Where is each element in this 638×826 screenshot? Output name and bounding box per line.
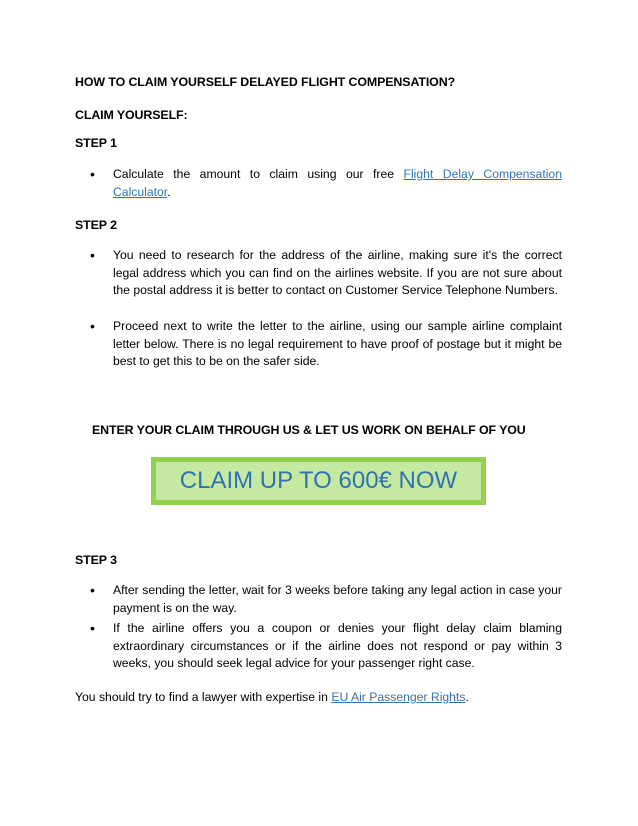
list-item [90, 582, 562, 618]
bullet-icon: • [90, 247, 95, 263]
step1-heading: STEP 1 [75, 136, 117, 150]
eu-air-passenger-rights-link[interactable]: EU Air Passenger Rights [331, 690, 466, 704]
step1-bullet-text [113, 166, 562, 201]
step3-bullet-2: If the airline offers you a coupon or denies your flight delay claim blaming extraordinary circumstances or if the airline does not respond or pay within 3 weeks, you should seek legal advice for your passenger right case. [113, 621, 562, 670]
step3-heading: STEP 3 [75, 553, 117, 567]
footer-paragraph [75, 689, 565, 707]
bullet-text: Calculate the amount to claim using our free [113, 167, 404, 181]
bullet-icon: • [90, 166, 95, 182]
claim-button[interactable] [151, 457, 486, 505]
claim-button-fill [156, 462, 481, 500]
claim-button-label: CLAIM UP TO 600€ NOW [179, 467, 458, 494]
list-item [90, 247, 562, 317]
list-item [90, 166, 562, 202]
step2-bullet-1: You need to research for the address of the airline, making sure it's the correct legal address which you can find on the airlines website. If you are not sure about the postal address it is better to contact on Customer Service Telephone Numbers. [113, 248, 562, 297]
cta-heading: ENTER YOUR CLAIM THROUGH US & LET US WORK ON BEHALF OF YOU [92, 423, 526, 437]
page-title: HOW TO CLAIM YOURSELF DELAYED FLIGHT COMPENSATION? [75, 75, 456, 89]
step3-bullet-1: After sending the letter, wait for 3 weeks before taking any legal action in case your payment is on the way. [113, 583, 562, 615]
list-item [90, 620, 562, 673]
section-subtitle: CLAIM YOURSELF: [75, 108, 188, 122]
bullet-icon: • [90, 318, 95, 334]
step2-heading: STEP 2 [75, 218, 117, 232]
step2-bullet-2: Proceed next to write the letter to the airline, using our sample airline complaint letter below. There is no legal requirement to have proof of postage but it might be best to get this to be on the safer side. [113, 319, 562, 368]
footer-text: You should try to find a lawyer with expertise in [75, 690, 332, 704]
footer-text-end: . [465, 690, 469, 704]
bullet-icon: • [90, 582, 95, 598]
bullet-text-end: . [167, 184, 171, 199]
bullet-icon: • [90, 620, 95, 636]
list-item [90, 318, 562, 371]
calculator-link[interactable]: Flight Delay Compensation Calculator [113, 167, 562, 199]
